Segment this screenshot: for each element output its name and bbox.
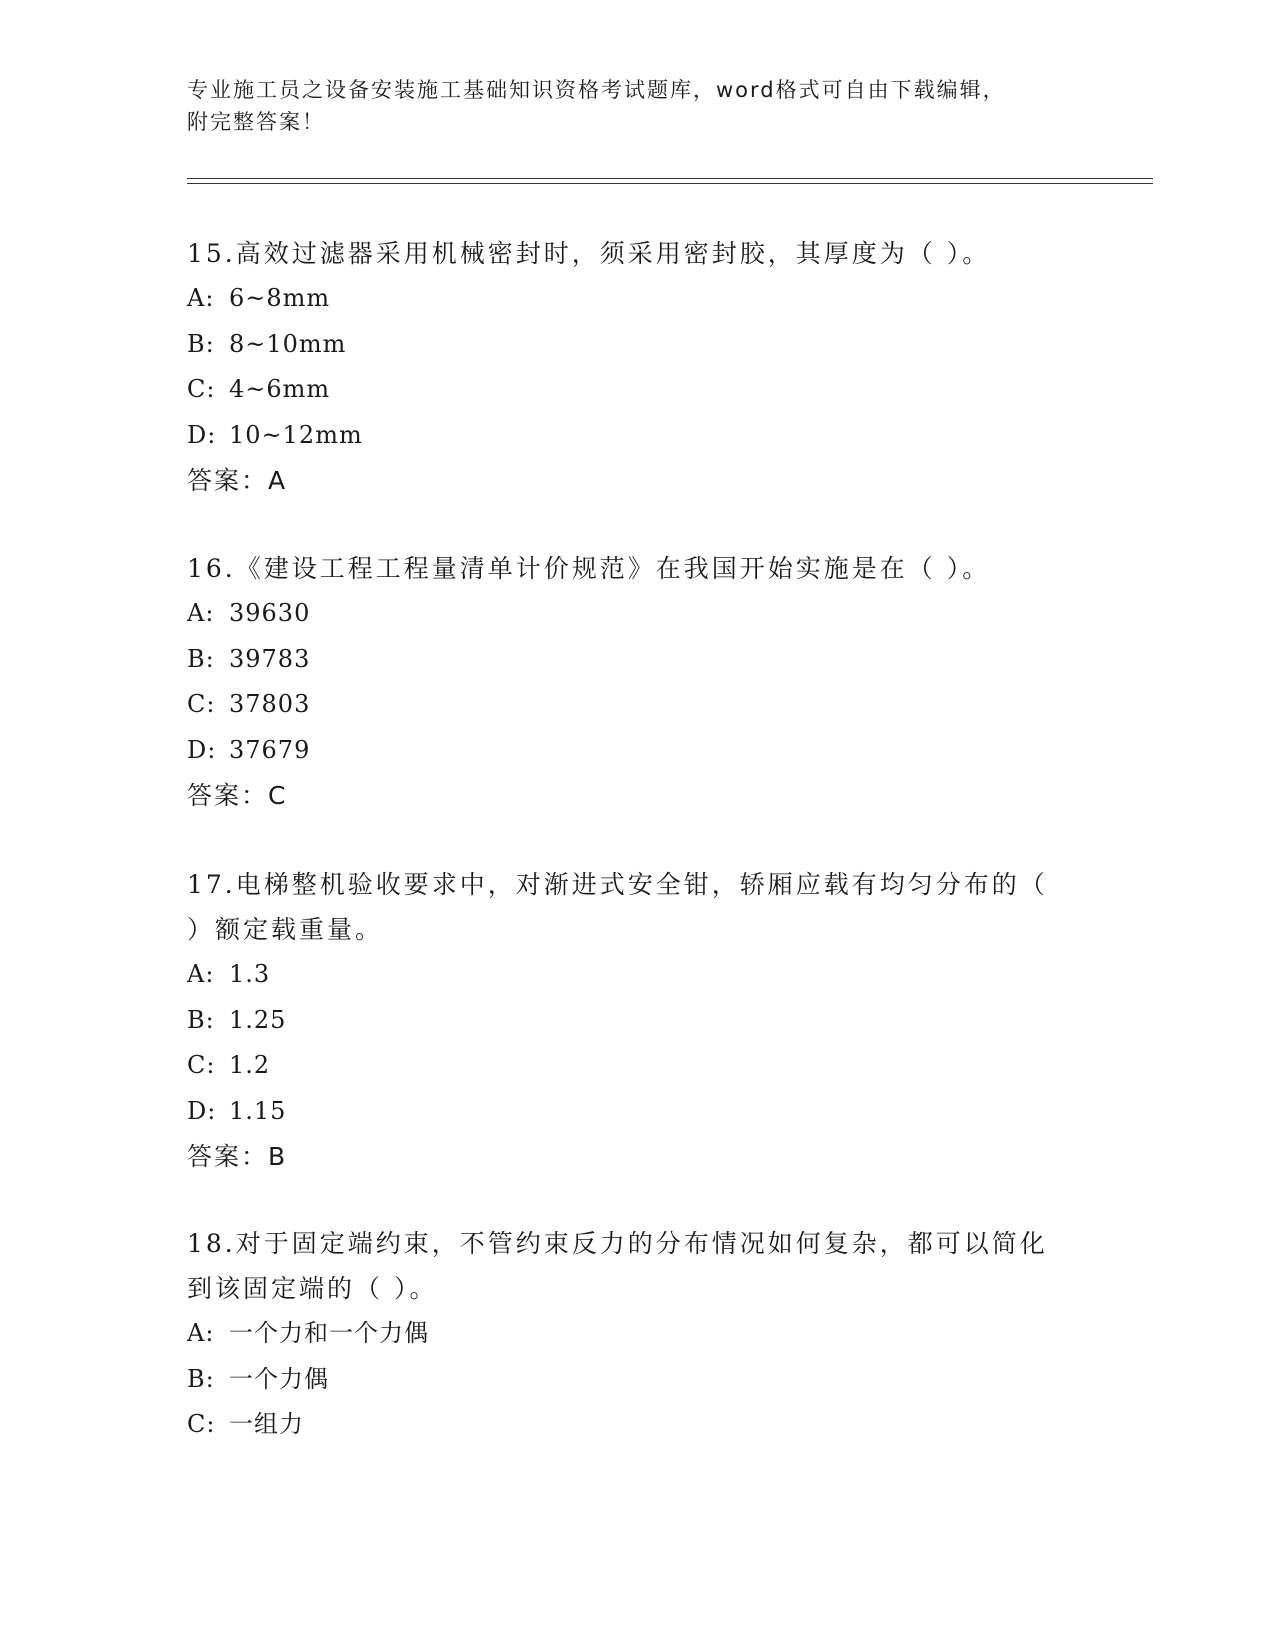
option-b bbox=[187, 1357, 1087, 1403]
answer-line: 答案：C bbox=[187, 781, 288, 810]
question-text: 17.电梯整机验收要求中，对渐进式安全钳，轿厢应载有均匀分布的（ ）额定载重量。 bbox=[187, 870, 1048, 944]
option-a bbox=[187, 276, 1087, 322]
option-d bbox=[187, 1089, 1087, 1135]
answer-line: 答案：B bbox=[187, 1142, 288, 1171]
option-a bbox=[187, 591, 1087, 637]
option-text: 6~8mm bbox=[229, 284, 331, 312]
option-text: 39630 bbox=[229, 599, 311, 627]
option-c bbox=[187, 1043, 1087, 1089]
option-letter: A: bbox=[187, 1319, 215, 1347]
option-text: 37803 bbox=[229, 690, 311, 718]
option-letter: B: bbox=[187, 1364, 215, 1393]
option-text: 4~6mm bbox=[229, 375, 331, 403]
option-text: 一个力偶 bbox=[229, 1364, 329, 1393]
option-text: 10~12mm bbox=[229, 420, 363, 449]
option-b bbox=[187, 998, 1087, 1044]
option-letter: D: bbox=[187, 1096, 217, 1125]
option-letter: A: bbox=[187, 284, 215, 312]
question-text: 16.《建设工程工程量清单计价规范》在我国开始实施是在（ ）。 bbox=[187, 554, 991, 583]
option-b bbox=[187, 637, 1087, 683]
option-c bbox=[187, 1402, 1087, 1448]
option-c bbox=[187, 682, 1087, 728]
option-b bbox=[187, 322, 1087, 368]
option-text: 一个力和一个力偶 bbox=[229, 1319, 429, 1347]
option-c bbox=[187, 367, 1087, 413]
question-18 bbox=[187, 1221, 1087, 1448]
option-letter: A: bbox=[187, 960, 215, 988]
option-letter: B: bbox=[187, 1005, 215, 1034]
header-title-line-2: 附完整答案！ bbox=[187, 110, 325, 134]
option-letter: D: bbox=[187, 735, 217, 764]
question-17 bbox=[187, 862, 1087, 1179]
question-16 bbox=[187, 546, 1087, 818]
header-title-line-1: 专业施工员之设备安装施工基础知识资格考试题库，word格式可自由下载编辑， bbox=[187, 78, 1006, 102]
option-letter: B: bbox=[187, 329, 215, 358]
option-letter: B: bbox=[187, 644, 215, 673]
option-letter: C: bbox=[187, 375, 216, 403]
answer-line: 答案：A bbox=[187, 466, 288, 495]
option-letter: C: bbox=[187, 690, 216, 718]
question-15 bbox=[187, 231, 1087, 503]
question-text: 15.高效过滤器采用机械密封时，须采用密封胶，其厚度为（ ）。 bbox=[187, 239, 991, 268]
header-divider-top bbox=[187, 178, 1153, 179]
option-letter: A: bbox=[187, 599, 215, 627]
option-text: 37679 bbox=[229, 735, 311, 764]
option-text: 1.15 bbox=[229, 1096, 287, 1125]
option-a bbox=[187, 1311, 1087, 1357]
option-letter: C: bbox=[187, 1051, 216, 1079]
option-text: 1.2 bbox=[229, 1051, 271, 1079]
question-text: 18.对于固定端约束，不管约束反力的分布情况如何复杂，都可以简化到该固定端的（ ）。 bbox=[187, 1229, 1048, 1303]
option-text: 8~10mm bbox=[229, 329, 347, 358]
option-text: 39783 bbox=[229, 644, 311, 673]
option-text: 一组力 bbox=[229, 1410, 304, 1438]
option-letter: C: bbox=[187, 1410, 216, 1438]
option-text: 1.25 bbox=[229, 1005, 287, 1034]
option-letter: D: bbox=[187, 420, 217, 449]
document-header bbox=[187, 74, 1067, 138]
option-a bbox=[187, 952, 1087, 998]
header-divider-bottom bbox=[187, 183, 1153, 184]
option-text: 1.3 bbox=[229, 960, 271, 988]
option-d bbox=[187, 728, 1087, 774]
option-d bbox=[187, 413, 1087, 459]
